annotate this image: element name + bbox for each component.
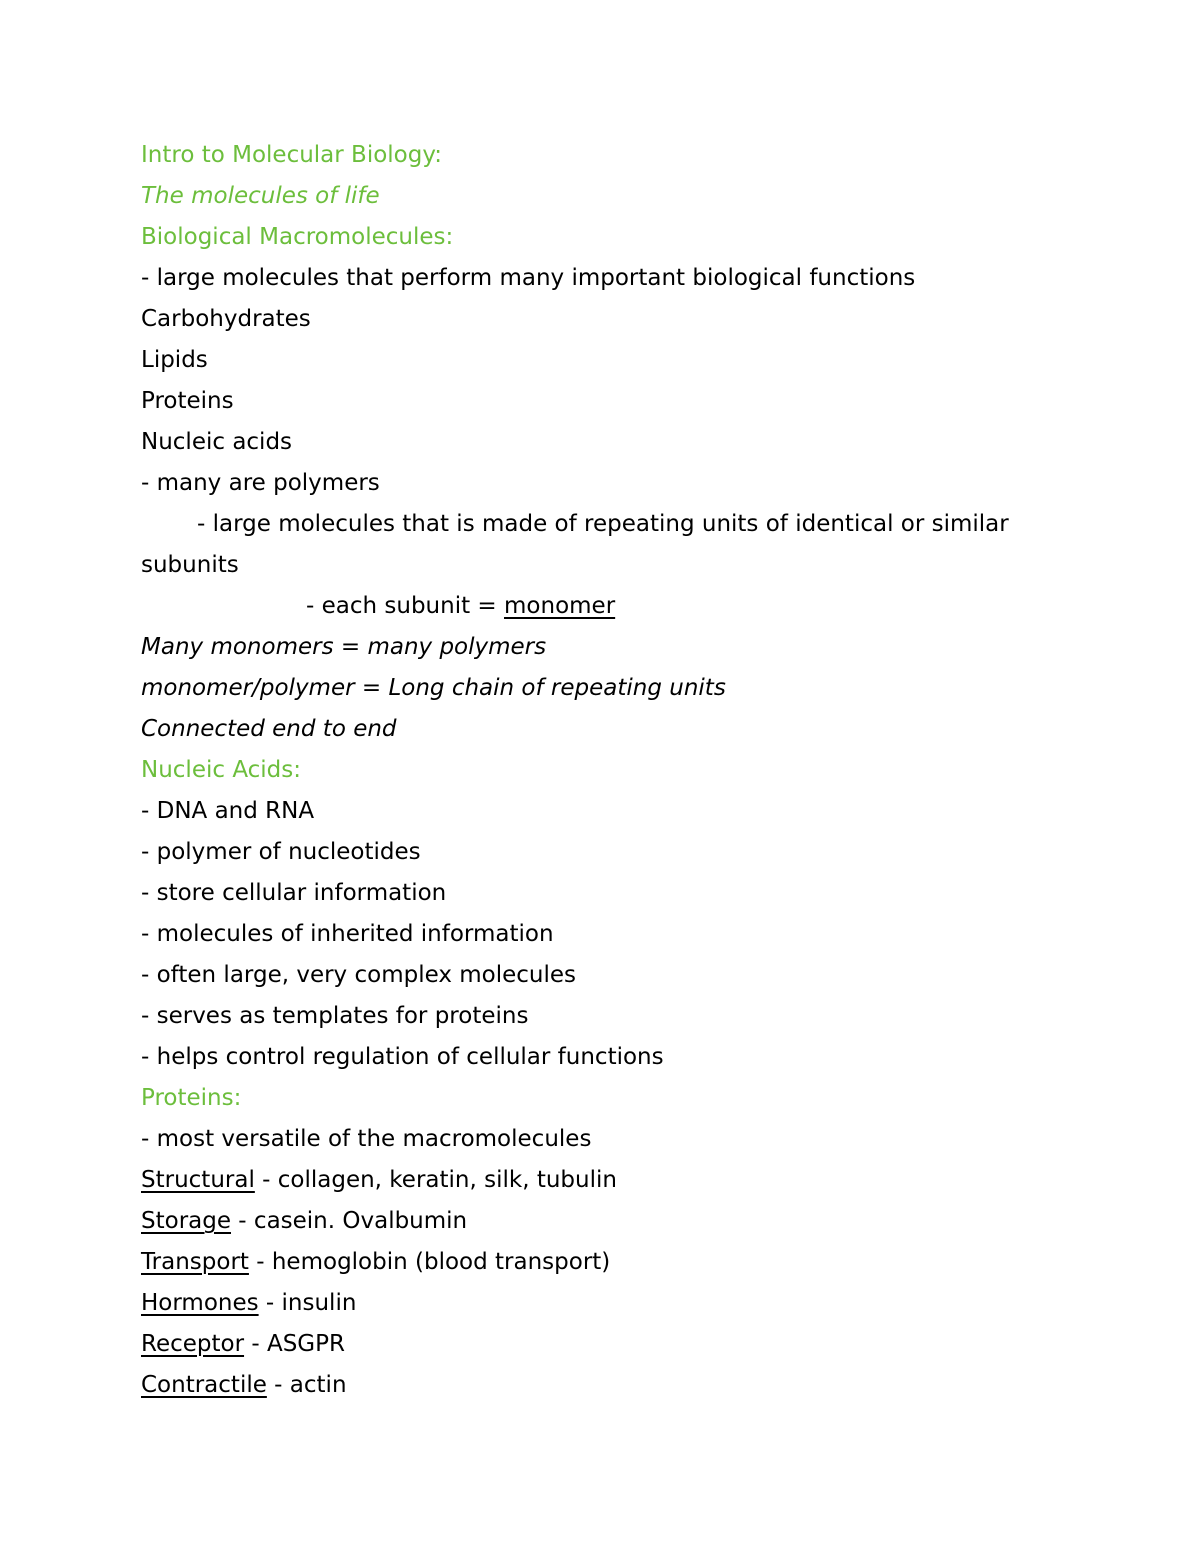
nucleic-item: - store cellular information — [141, 880, 447, 906]
nucleic-item: - DNA and RNA — [141, 798, 315, 824]
proteins-intro: - most versatile of the macromolecules — [141, 1126, 592, 1152]
macromolecules-heading: Biological Macromolecules: — [141, 224, 454, 250]
italic-note: Connected end to end — [141, 716, 397, 742]
macromolecule-type: Carbohydrates — [141, 306, 311, 332]
protein-type-row — [141, 1201, 1041, 1242]
protein-type-desc: - actin — [266, 1372, 347, 1398]
protein-type-term: Hormones — [141, 1290, 259, 1316]
polymer-definition-continued: subunits — [141, 552, 239, 578]
protein-type-desc: - casein. Ovalbumin — [231, 1208, 468, 1234]
subunit-prefix: - each subunit = — [306, 593, 505, 619]
nucleic-acids-heading: Nucleic Acids: — [141, 757, 302, 783]
protein-type-desc: - hemoglobin (blood transport) — [248, 1249, 611, 1275]
monomer-term: monomer — [504, 593, 616, 619]
polymers-note: - many are polymers — [141, 470, 380, 496]
subunit-definition — [141, 586, 1041, 627]
italic-note: monomer/polymer = Long chain of repeating units — [141, 675, 726, 701]
italic-note: Many monomers = many polymers — [141, 634, 547, 660]
macromolecule-type: Proteins — [141, 388, 234, 414]
protein-type-row — [141, 1283, 1041, 1324]
protein-type-desc: - collagen, keratin, silk, tubulin — [254, 1167, 617, 1193]
nucleic-item: - polymer of nucleotides — [141, 839, 421, 865]
nucleic-item: - serves as templates for proteins — [141, 1003, 529, 1029]
protein-type-term: Transport — [141, 1249, 249, 1275]
nucleic-item: - molecules of inherited information — [141, 921, 554, 947]
macromolecule-type: Lipids — [141, 347, 208, 373]
polymer-definition: - large molecules that is made of repeating units of identical or similar — [197, 511, 1009, 537]
macromolecule-type: Nucleic acids — [141, 429, 293, 455]
protein-type-desc: - insulin — [258, 1290, 357, 1316]
nucleic-item: - often large, very complex molecules — [141, 962, 577, 988]
protein-type-row — [141, 1365, 1041, 1406]
protein-type-row — [141, 1160, 1041, 1201]
doc-title: Intro to Molecular Biology: — [141, 142, 443, 168]
protein-type-row — [141, 1324, 1041, 1365]
protein-type-term: Storage — [141, 1208, 231, 1234]
nucleic-item: - helps control regulation of cellular functions — [141, 1044, 664, 1070]
macromolecules-description: - large molecules that perform many important biological functions — [141, 265, 916, 291]
proteins-heading: Proteins: — [141, 1085, 242, 1111]
protein-type-term: Contractile — [141, 1372, 267, 1398]
protein-type-term: Receptor — [141, 1331, 245, 1357]
document-body — [141, 135, 1041, 1406]
protein-type-term: Structural — [141, 1167, 255, 1193]
protein-type-row — [141, 1242, 1041, 1283]
doc-subtitle: The molecules of life — [141, 183, 380, 209]
protein-type-desc: - ASGPR — [244, 1331, 345, 1357]
